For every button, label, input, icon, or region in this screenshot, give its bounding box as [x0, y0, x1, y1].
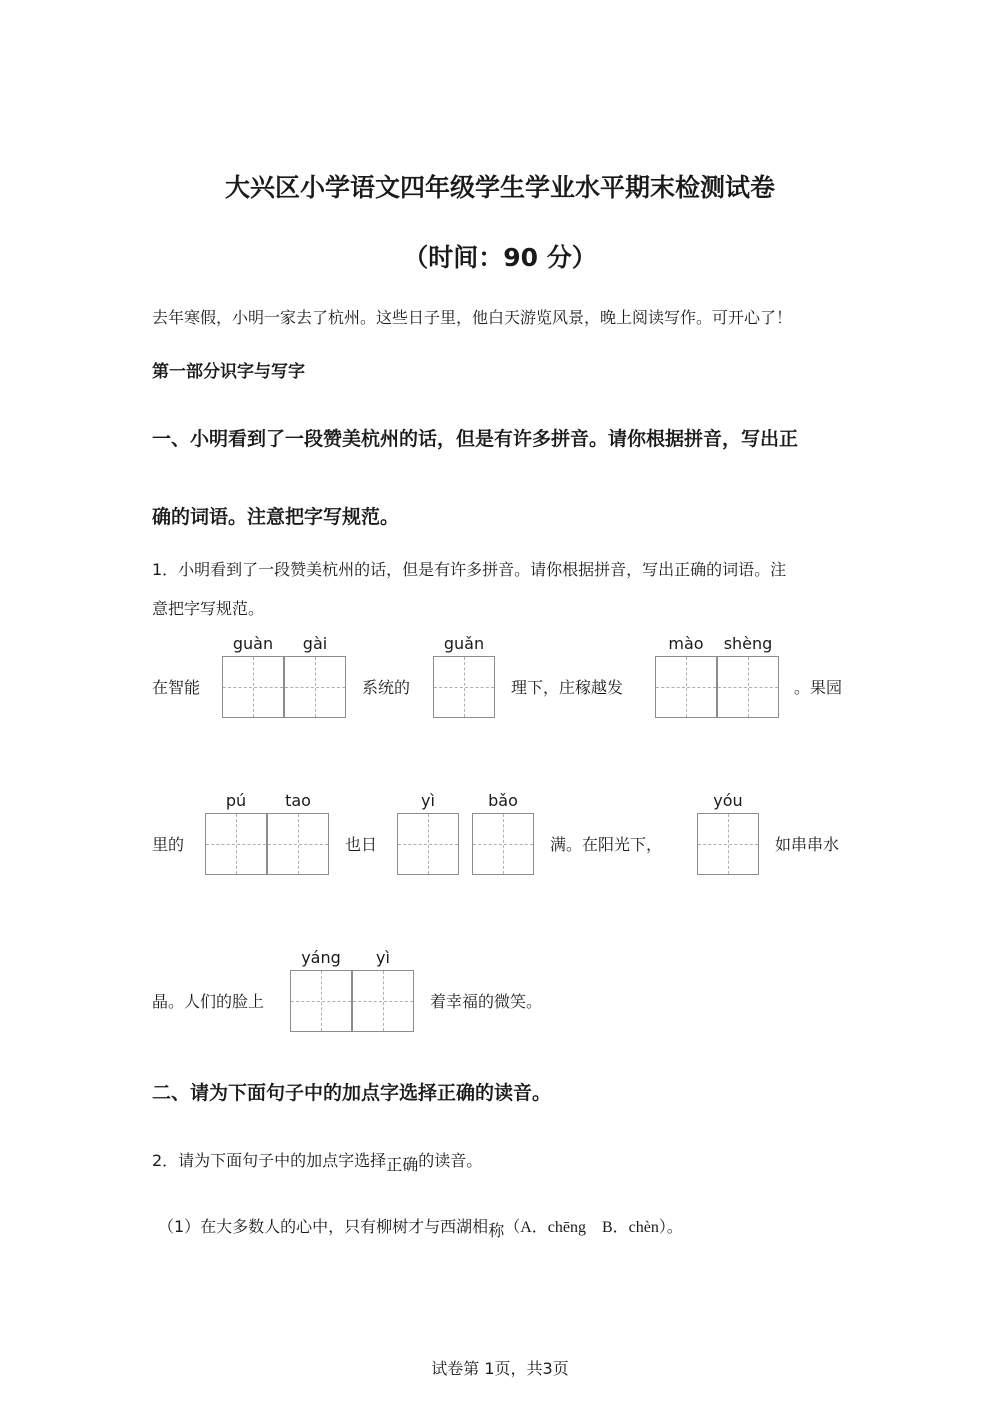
question2-subscript: 正确	[386, 1155, 419, 1174]
question1-line2: 意把字写规范。	[152, 599, 265, 618]
exam-title: 大兴区小学语文四年级学生学业水平期末检测试卷	[224, 173, 775, 202]
question2-1-options: （A．chēng B．chèn）。	[504, 1219, 683, 1236]
writing-box[interactable]	[267, 813, 329, 875]
pinyin-label: pú	[225, 791, 247, 810]
question1-line1: 1．小明看到了一段赞美杭州的话，但是有许多拼音。请你根据拼音，写出正确的词语。注	[152, 560, 787, 579]
writing-box[interactable]	[290, 970, 352, 1032]
question2-1-prefix: （1）在大多数人的心中，只有柳树才与西湖相	[158, 1217, 489, 1236]
fill-text: 里的	[152, 835, 185, 854]
fill-text: 理下，庄稼越发	[511, 678, 624, 697]
fill-text: 满。在阳光下，	[550, 835, 663, 854]
question2-prefix: 2．请为下面句子中的加点字选择	[152, 1151, 387, 1170]
writing-box[interactable]	[284, 656, 346, 718]
section1-heading-line2: 确的词语。注意把字写规范。	[152, 506, 400, 528]
writing-box[interactable]	[717, 656, 779, 718]
section2-heading: 二、请为下面句子中的加点字选择正确的读音。	[152, 1082, 552, 1104]
writing-box[interactable]	[697, 813, 759, 875]
writing-box[interactable]	[352, 970, 414, 1032]
pinyin-label: bǎo	[488, 791, 518, 810]
question2-1-line	[158, 1214, 683, 1240]
pinyin-label: gài	[302, 634, 328, 653]
writing-box[interactable]	[433, 656, 495, 718]
intro-text: 去年寒假，小明一家去了杭州。这些日子里，他白天游览风景，晚上阅读写作。可开心了！	[152, 308, 793, 327]
pinyin-label: yáng	[301, 948, 341, 967]
exam-subtitle: （时间：90 分）	[403, 243, 597, 272]
pinyin-label: guǎn	[443, 634, 485, 653]
pinyin-label: tao	[285, 791, 311, 810]
writing-box[interactable]	[472, 813, 534, 875]
fill-text: 也日	[345, 835, 378, 854]
part1-heading: 第一部分识字与写字	[152, 362, 305, 382]
writing-box[interactable]	[205, 813, 267, 875]
fill-text: 系统的	[362, 678, 411, 697]
fill-text: 着幸福的微笑。	[430, 992, 543, 1011]
writing-box[interactable]	[397, 813, 459, 875]
page-footer: 试卷第 1页，共3页	[431, 1359, 569, 1378]
fill-text: 如串串水	[775, 835, 840, 854]
question2-1-subscript: 称	[488, 1221, 505, 1240]
writing-box[interactable]	[655, 656, 717, 718]
fill-text: 在智能	[152, 678, 201, 697]
writing-box[interactable]	[222, 656, 284, 718]
pinyin-label: mào	[668, 634, 704, 653]
question2-line	[152, 1148, 483, 1174]
pinyin-label: guàn	[232, 634, 274, 653]
pinyin-label: shèng	[723, 634, 773, 653]
pinyin-label: yì	[421, 791, 435, 810]
pinyin-label: yóu	[713, 791, 743, 810]
pinyin-label: yì	[376, 948, 390, 967]
question2-suffix: 的读音。	[418, 1151, 483, 1170]
fill-text: 。果园	[794, 678, 843, 697]
section1-heading-line1: 一、小明看到了一段赞美杭州的话，但是有许多拼音。请你根据拼音，写出正	[152, 428, 799, 450]
fill-text: 晶。人们的脸上	[152, 992, 265, 1011]
